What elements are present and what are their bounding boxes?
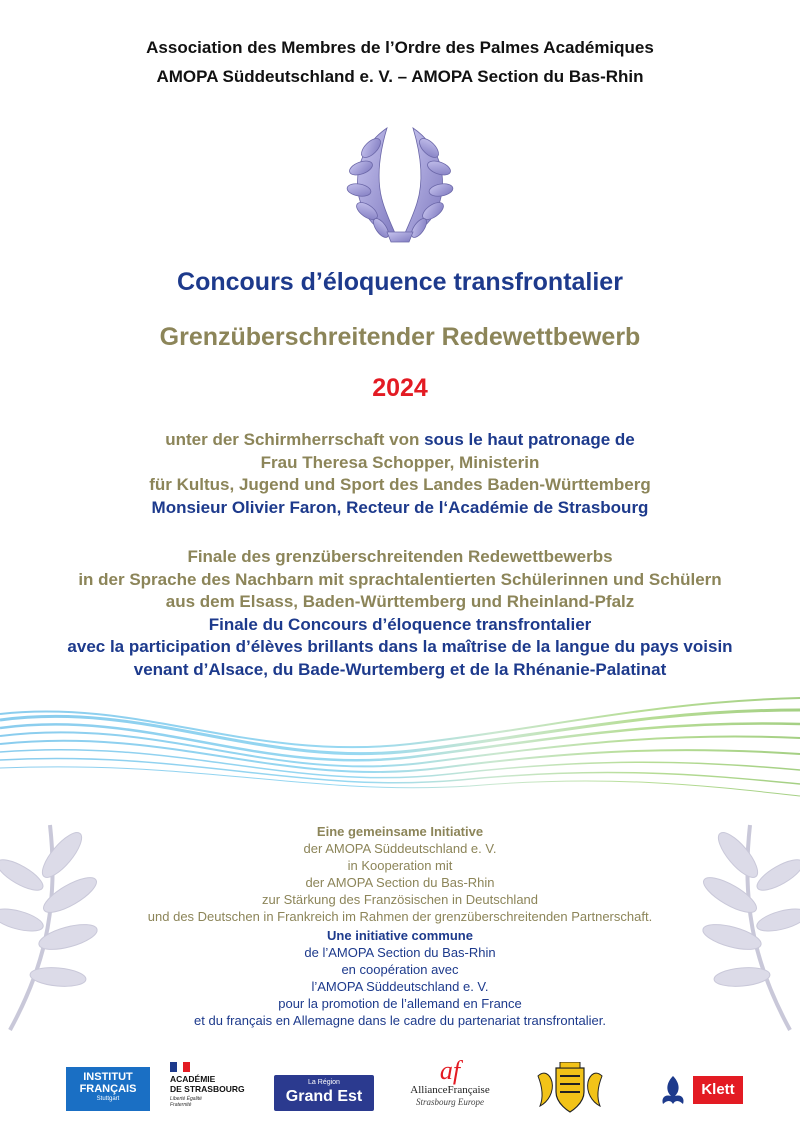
marianne-flag-icon — [170, 1062, 190, 1072]
initiative-de-line-5: und des Deutschen in Frankreich im Rahmen der grenzüberschreitenden Partnerschaft. — [147, 909, 653, 924]
institut-line-3: Stuttgart — [96, 1096, 120, 1102]
header-line-1: Association des Membres de l’Ordre des Palmes Académiques — [146, 38, 654, 57]
patronage-person-2: Monsieur Olivier Faron, Recteur de l‘Académie de Strasbourg — [151, 497, 649, 517]
academie-motto: Liberté Égalité Fraternité — [170, 1096, 202, 1108]
initiative-fr-line-3: l’AMOPA Süddeutschland e. V. — [311, 979, 489, 994]
association-header — [0, 33, 800, 91]
klett-wordmark: Klett — [693, 1076, 743, 1104]
academie-line-1: ACADÉMIE — [170, 1074, 216, 1084]
academie-line-2: DE STRASBOURG — [170, 1084, 245, 1094]
palm-wreath-emblem — [335, 118, 465, 248]
patronage-intro-fr: sous le haut patronage de — [424, 430, 635, 449]
klett-emblem-icon — [655, 1072, 691, 1108]
finale-de-line-1: Finale des grenzüberschreitenden Redewettbewerbs — [187, 547, 613, 566]
academie-strasbourg-logo — [170, 1062, 260, 1117]
klett-logo — [655, 1072, 745, 1108]
institut-line-1: INSTITUT — [83, 1071, 133, 1083]
initiative-fr-line-2: en coopération avec — [341, 962, 459, 977]
initiative-block — [0, 823, 800, 1029]
header-line-2: AMOPA Süddeutschland e. V. – AMOPA Section du Bas-Rhin — [156, 67, 644, 86]
initiative-fr-title: Une initiative commune — [327, 928, 473, 943]
baden-wuerttemberg-coat-of-arms-icon — [530, 1062, 610, 1116]
initiative-de-line-1: der AMOPA Süddeutschland e. V. — [303, 841, 497, 856]
finale-fr-line-3: venant d’Alsace, du Bade-Wurtemberg et de la Rhénanie-Palatinat — [133, 659, 667, 679]
region-name: Grand Est — [285, 1088, 363, 1105]
title-french: Concours d’éloquence transfrontalier — [177, 268, 623, 296]
alliance-mark: af — [439, 1056, 461, 1085]
institut-francais-logo — [66, 1067, 150, 1111]
patronage-intro-de: unter der Schirmherrschaft von — [165, 430, 420, 449]
institut-line-2: FRANÇAIS — [79, 1083, 137, 1095]
finale-de-line-3: aus dem Elsass, Baden-Württemberg und Rheinland-Pfalz — [165, 592, 635, 611]
initiative-fr-line-5: et du français en Allemagne dans le cadre du partenariat transfrontalier. — [194, 1013, 606, 1028]
initiative-fr-line-4: pour la promotion de l’allemand en France — [278, 996, 522, 1011]
title-german: Grenzüberschreitender Redewettbewerb — [159, 323, 641, 351]
patronage-intro-line — [0, 429, 800, 452]
alliance-name: AllianceFrançaise — [410, 1084, 490, 1096]
finale-block — [0, 546, 800, 681]
title-year: 2024 — [372, 374, 428, 402]
initiative-fr-line-1: de l’AMOPA Section du Bas-Rhin — [304, 945, 496, 960]
initiative-de-line-2: in Kooperation mit — [347, 858, 453, 873]
region-grand-est-logo — [274, 1075, 374, 1111]
region-small-text: La Région — [308, 1079, 340, 1086]
initiative-de-title: Eine gemeinsame Initiative — [316, 824, 484, 839]
initiative-de-line-3: der AMOPA Section du Bas-Rhin — [305, 875, 495, 890]
patronage-person-1-role: für Kultus, Jugend und Sport des Landes Baden-Württemberg — [149, 475, 651, 494]
patronage-block — [0, 429, 800, 519]
patronage-person-1: Frau Theresa Schopper, Ministerin — [260, 452, 540, 472]
wave-band-decoration — [0, 680, 800, 805]
finale-fr-line-1: Finale du Concours d’éloquence transfrontalier — [208, 614, 592, 634]
initiative-de-line-4: zur Stärkung des Französischen in Deutschland — [261, 892, 539, 907]
alliance-francaise-logo — [400, 1058, 500, 1120]
finale-fr-line-2: avec la participation d’élèves brillants dans la maîtrise de la langue du pays voisin — [67, 637, 733, 656]
alliance-city: Strasbourg Europe — [415, 1097, 485, 1107]
finale-de-line-2: in der Sprache des Nachbarn mit sprachtalentierten Schülerinnen und Schülern — [78, 569, 722, 589]
